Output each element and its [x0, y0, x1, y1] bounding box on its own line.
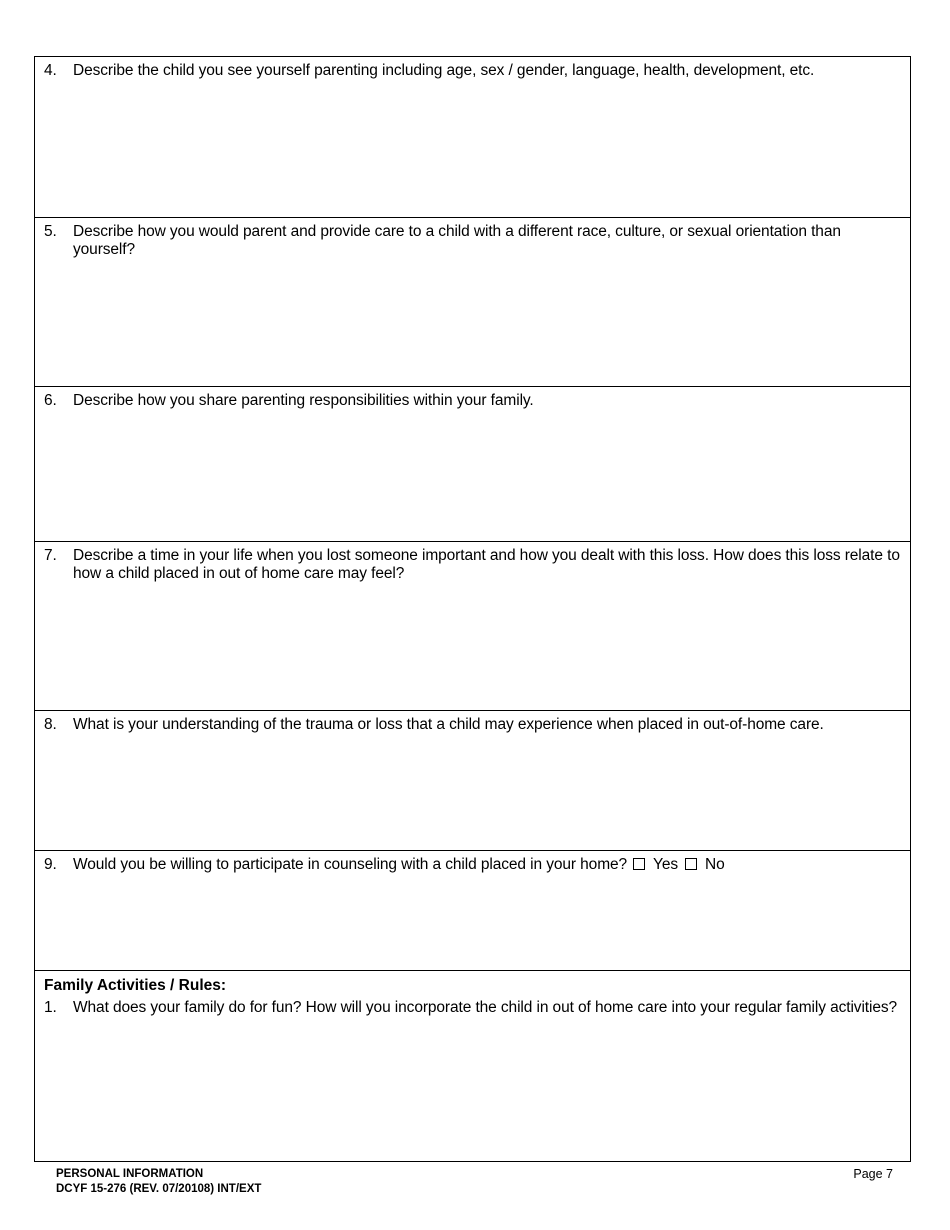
form-footer: [56, 1167, 261, 1197]
section-heading: Family Activities / Rules:: [44, 977, 227, 994]
answer-field-4[interactable]: [44, 80, 902, 210]
no-label: No: [705, 856, 725, 873]
question-number: 1.: [44, 999, 57, 1016]
footer-label: PERSONAL INFORMATION: [56, 1168, 204, 1180]
answer-field-7[interactable]: [44, 582, 902, 702]
question-row-8: [35, 711, 910, 851]
question-text: Describe how you would parent and provide care to a child with a different race, culture, or sexual orientation than yourself?: [73, 223, 841, 258]
yes-checkbox[interactable]: [633, 858, 645, 870]
answer-field-8[interactable]: [44, 734, 902, 844]
answer-field-9[interactable]: [44, 874, 902, 964]
question-number: 8.: [44, 716, 57, 733]
form-number: DCYF 15-276 (REV. 07/20108) INT/EXT: [56, 1183, 262, 1195]
question-text: Describe how you share parenting responsibilities within your family.: [73, 392, 534, 409]
question-text: What does your family do for fun? How will you incorporate the child in out of home care into your regular family activities?: [73, 999, 898, 1016]
no-checkbox[interactable]: [685, 858, 697, 870]
question-number: 6.: [44, 392, 57, 409]
question-text: Describe the child you see yourself parenting including age, sex / gender, language, health, development, etc.: [73, 62, 815, 79]
question-row-5: [35, 218, 910, 387]
question-text: Describe a time in your life when you lost someone important and how you dealt with this loss. How does this loss relate to how a child placed in out of home care may feel?: [73, 547, 900, 582]
question-row-6: [35, 387, 910, 542]
question-row-7: [35, 542, 910, 711]
question-text: Would you be willing to participate in counseling with a child placed in your home?: [73, 856, 628, 873]
page-number: Page 7: [853, 1167, 893, 1181]
question-number: 5.: [44, 223, 57, 240]
question-row-9: [35, 851, 910, 971]
question-text: What is your understanding of the trauma or loss that a child may experience when placed in out-of-home care.: [73, 716, 824, 733]
question-row-4: [35, 57, 910, 218]
answer-field-6[interactable]: [44, 410, 902, 535]
question-number: 4.: [44, 62, 57, 79]
questionnaire-table: [34, 56, 911, 1162]
family-activities-section: [35, 971, 910, 1161]
question-number: 7.: [44, 547, 57, 564]
yes-label: Yes: [653, 856, 679, 873]
answer-field-family-1[interactable]: [44, 1017, 902, 1137]
question-number: 9.: [44, 856, 57, 873]
answer-field-5[interactable]: [44, 258, 902, 378]
